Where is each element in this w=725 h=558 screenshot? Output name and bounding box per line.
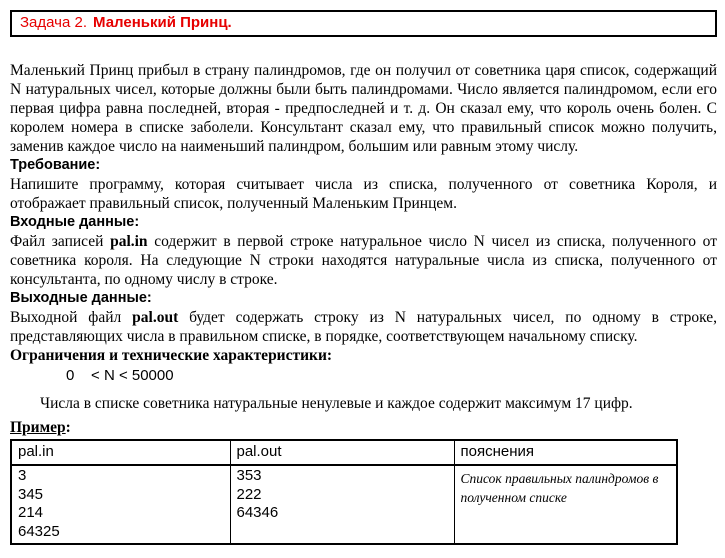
output-text-post: будет содержать строку из N натуральных чисел, по одному в строке, представляющих числа в правильном списке, в порядке, соответствующем начальному списку. [10,309,717,345]
requirement-paragraph: Напишите программу, которая считывает числа из списка, полученного от советника Короля, и отображает правильный список, полученный Маленьким Принцем. [10,176,717,212]
section-heading-requirement: Требование: [10,157,101,173]
task-header-box [10,10,717,37]
cell-line: 64346 [236,504,279,521]
input-text-post: содержит в первой строке натуральное число N чисел из списка, полученного от советника короля. На следующие N строки находятся натуральные числа из списка, полученного от консультанта, по одному числу в строке. [10,233,717,288]
cell-line: 214 [18,504,44,521]
example-table [10,439,678,545]
column-header-pal-out: pal.out [230,440,454,465]
intro-paragraph: Маленький Принц прибыл в страну палиндромов, где он получил от советника царя список, содержащий N натуральных чисел, которые должны были быть палиндромами. Число является палиндромом, если его первая цифра равна последней, вторая - предпоследней и т. д. Он сказал ему, что король очень болен. С королем номера в списке заболели. Консультант сказал ему, что правильный список можно получить, заменив каждое число на наименьший палиндром, большим или равным этому числу. [10,62,717,155]
output-file-name: pal.out [132,309,179,326]
input-text-pre: Файл записей [10,233,111,250]
constraint-note: Числа в списке советника натуральные ненулевые и каждое содержит максимум 17 цифр. [40,395,633,412]
cell-output-values [230,465,454,544]
cell-line: 345 [18,485,44,503]
section-heading-constraints: Ограничения и технические характеристики: [10,347,333,364]
task-number-label: Задача 2. [20,14,88,31]
column-header-pal-in: pal.in [11,440,230,465]
constraint-range: 0 < N < 50000 [66,367,174,384]
table-header-row [11,440,677,465]
section-heading-input: Входные данные: [10,214,140,230]
cell-input-values [11,465,230,544]
example-heading-word: Пример [10,419,66,436]
output-text-pre: Выходной файл [10,309,133,326]
section-heading-output: Выходные данные: [10,290,152,306]
output-paragraph [10,308,717,346]
input-file-name: pal.in [110,233,148,250]
example-heading [10,418,717,437]
cell-line: 64325 [18,522,60,540]
cell-line: 222 [236,485,262,503]
table-data-row [11,465,677,544]
cell-line: 353 [236,467,262,484]
cell-line: 3 [18,467,27,484]
example-heading-colon: : [65,419,71,436]
task-title: Маленький Принц. [93,14,232,31]
column-header-explanations: пояснения [454,440,677,465]
input-paragraph [10,232,717,289]
cell-explanation: Список правильных палиндромов в полученном списке [454,465,677,544]
